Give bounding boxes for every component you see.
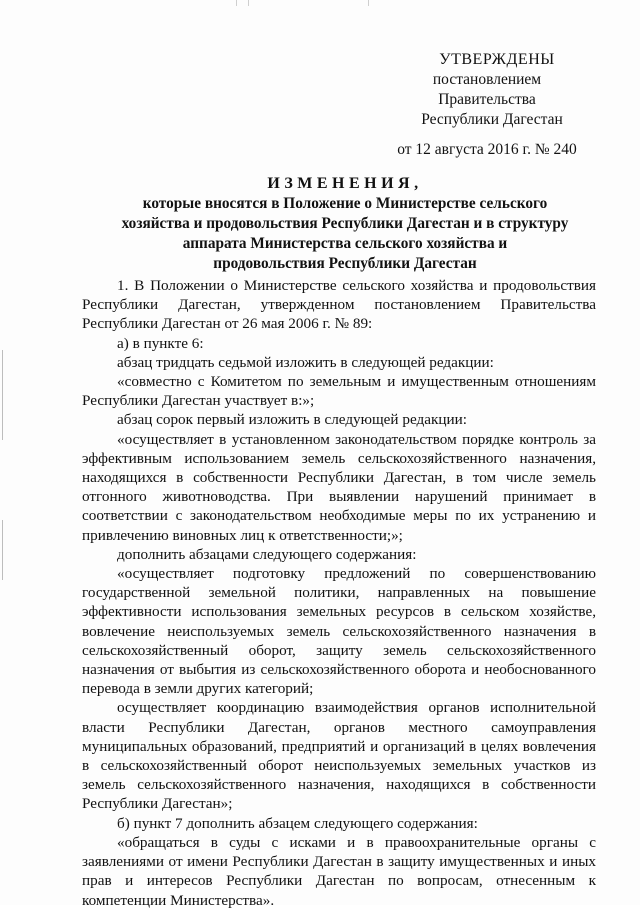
- title-line: аппарата Министерства сельского хозяйства и: [182, 235, 508, 252]
- paragraph: «совместно с Комитетом по земельным и имущественным отношениям Республики Дагестан участвует в:»;: [82, 373, 596, 410]
- paragraph: «осуществляет подготовку предложений по совершенствованию государственной земельной политики, направленных на повышение эффективности использования земельных ресурсов в сельском хозяйстве, вовлечение неиспользуемых земель сельскохозяйственного назначения в сельскохозяйственный оборот, защиту земель сельскохозяйственного назначения от выбытия из сельскохозяйственного оборота и необоснованного перевода в земли других категорий;: [82, 565, 596, 698]
- title-main: ИЗМЕНЕНИЯ,: [267, 175, 423, 192]
- approval-stamp: [378, 50, 588, 160]
- scan-mark: [236, 0, 237, 6]
- paragraph: а) в пункте 6:: [117, 334, 204, 352]
- approval-line: Республики Дагестан: [421, 111, 563, 128]
- approval-date: от 12 августа 2016 г. № 240: [397, 141, 577, 158]
- scan-mark: [248, 0, 249, 6]
- title-line: хозяйства и продовольствия Республики Дагестан и в структуру: [121, 215, 569, 232]
- paragraph: абзац сорок первый изложить в следующей редакции:: [117, 411, 467, 429]
- approval-line: постановлением Правительства: [432, 71, 542, 108]
- title-line: продовольствия Республики Дагестан: [213, 255, 477, 272]
- paragraph: «осуществляет в установленном законодательством порядке контроль за эффективным использованием земель сельскохозяйственного назначения, находящихся в собственности Республики Дагестан, в том числе земель отгонного животноводства. При выявлении нарушений принимает в соответствии с законодательством необходимые меры по их устранению и привлечению виновных лиц к ответственности;»;: [82, 430, 596, 544]
- approval-heading: УТВЕРЖДЕНЫ: [439, 51, 555, 68]
- paragraph: б) пункт 7 дополнить абзацем следующего содержания:: [117, 814, 478, 832]
- scan-mark: [368, 0, 369, 6]
- scan-edge-line: [2, 520, 3, 580]
- paragraph: осуществляет координацию взаимодействия органов исполнительной власти Республики Дагестан, органов местного самоуправления муниципальных образований, предприятий и организаций в целях вовлечения в сельскохозяйственный оборот неиспользуемых земельных участков из земель сельскохозяйственного назначения, находящихся в собственности Республики Дагестан»;: [82, 699, 596, 813]
- title-line: которые вносятся в Положение о Министерстве сельского: [142, 195, 548, 212]
- paragraph: абзац тридцать седьмой изложить в следующей редакции:: [117, 353, 494, 371]
- paragraph: 1. В Положении о Министерстве сельского хозяйства и продовольствия Республики Дагестан, утвержденном постановлением Правительства Республики Дагестан от 26 мая 2006 г. № 89:: [82, 277, 596, 333]
- paragraph: дополнить абзацами следующего содержания:: [117, 545, 417, 563]
- scan-edge-line: [2, 350, 3, 440]
- document-body: [82, 276, 596, 910]
- paragraph: «обращаться в суды с исками и в правоохранительные органы с заявлениями от имени Республики Дагестан в защиту имущественных и иных прав и интересов Республики Дагестан по вопросам, отнесенным к компетенции Министерства».: [82, 833, 596, 909]
- document-title: [106, 174, 584, 274]
